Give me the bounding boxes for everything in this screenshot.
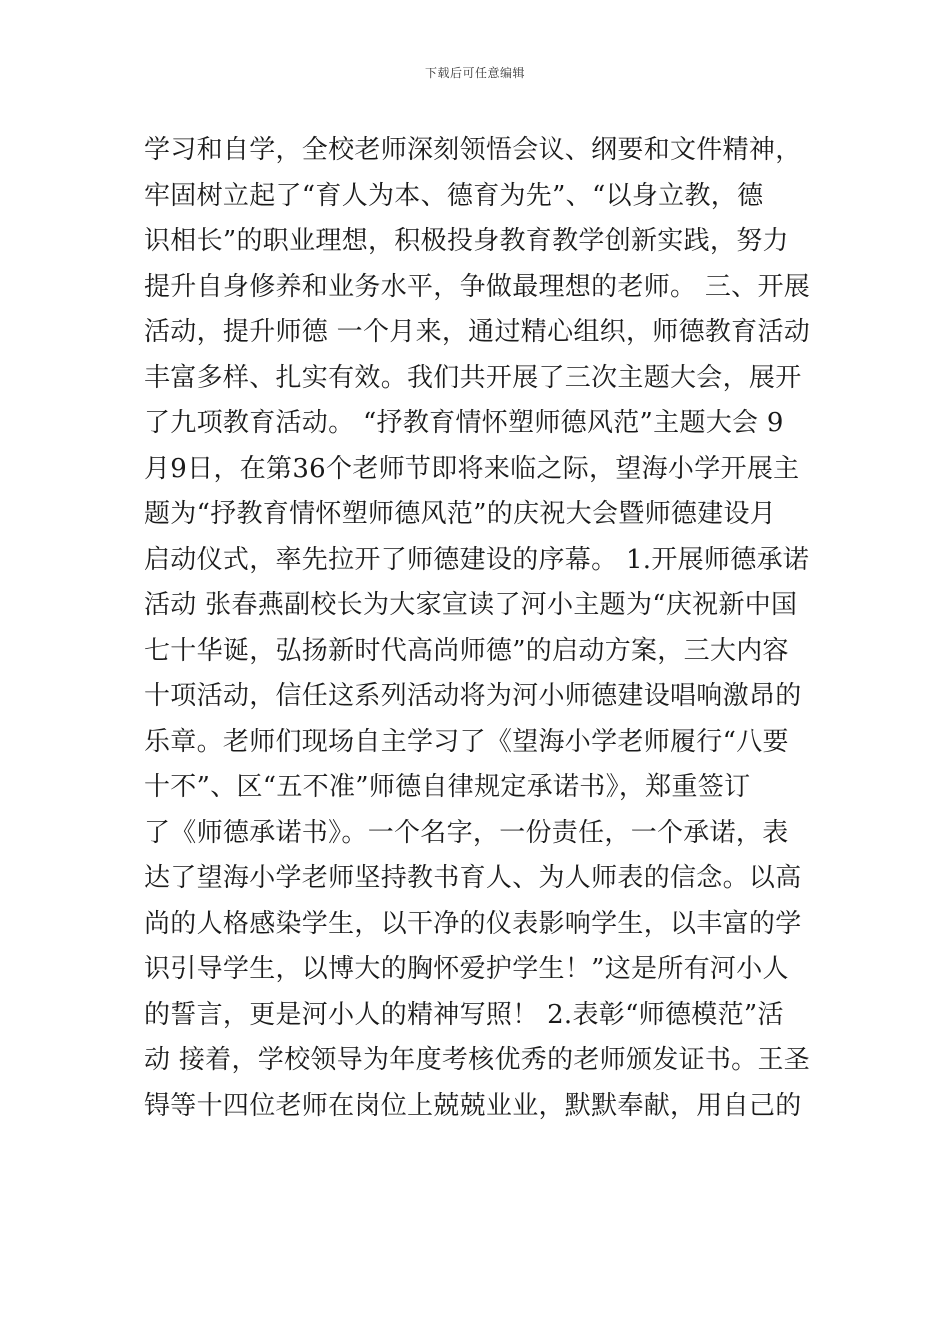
text-line: 月9日，在第36个老师节即将来临之际，望海小学开展主 [144,453,800,484]
body-text [144,128,814,1129]
text-line: 提升自身修养和业务水平，争做最理想的老师。 三、开展 [144,271,811,302]
text-line: 丰富多样、扎实有效。我们共开展了三次主题大会，展开 [144,362,802,393]
text-line: 七十华诞，弘扬新时代高尚师德”的启动方案，三大内容 [144,635,789,666]
text-line: 题为“抒教育情怀塑师德风范”的庆祝大会暨师德建设月 [144,499,777,529]
text-line: 牢固树立起了“育人为本、德育为先”、“以身立教，德 [144,180,764,211]
text-line: 十项活动，信任这系列活动将为河小师德建设唱响激昂的 [144,681,802,711]
page-header: 下载后可任意编辑 [424,66,525,80]
text-line: 动 接着，学校领导为年度考核优秀的老师颁发证书。王圣 [144,1045,811,1075]
text-line: 了《师德承诺书》。一个名字，一份责任，一个承诺，表 [144,817,789,848]
text-line: 十不”、区“五不准”师德自律规定承诺书》，郑重签订 [144,772,751,802]
text-line: 活动，提升师德 一个月来，通过精心组织，师德教育活动 [144,317,811,347]
text-line: 识相长”的职业理想，积极投身教育教学创新实践，努力 [144,226,789,256]
text-line: 学习和自学，全校老师深刻领悟会议、纲要和文件精神， [144,135,802,165]
text-line: 尚的人格感染学生，以干净的仪表影响学生，以丰富的学 [144,908,802,939]
text-line: 了九项教育活动。 “抒教育情怀塑师德风范”主题大会 9 [144,408,784,438]
text-line: 达了望海小学老师坚持教书育人、为人师表的信念。以高 [144,863,802,893]
text-line: 锝等十四位老师在岗位上兢兢业业，默默奉献，用自己的 [144,1090,802,1121]
text-line: 启动仪式，率先拉开了师德建设的序幕。 1.开展师德承诺 [144,544,810,575]
text-line: 识引导学生，以博大的胸怀爱护学生！”这是所有河小人 [144,954,789,984]
text-line: 的誓言，更是河小人的精神写照！ 2.表彰“师德模范”活 [144,999,784,1030]
text-line: 活动 张春燕副校长为大家宣读了河小主题为“庆祝新中国 [144,590,798,620]
text-line: 乐章。老师们现场自主学习了《望海小学老师履行“八要 [144,726,789,757]
